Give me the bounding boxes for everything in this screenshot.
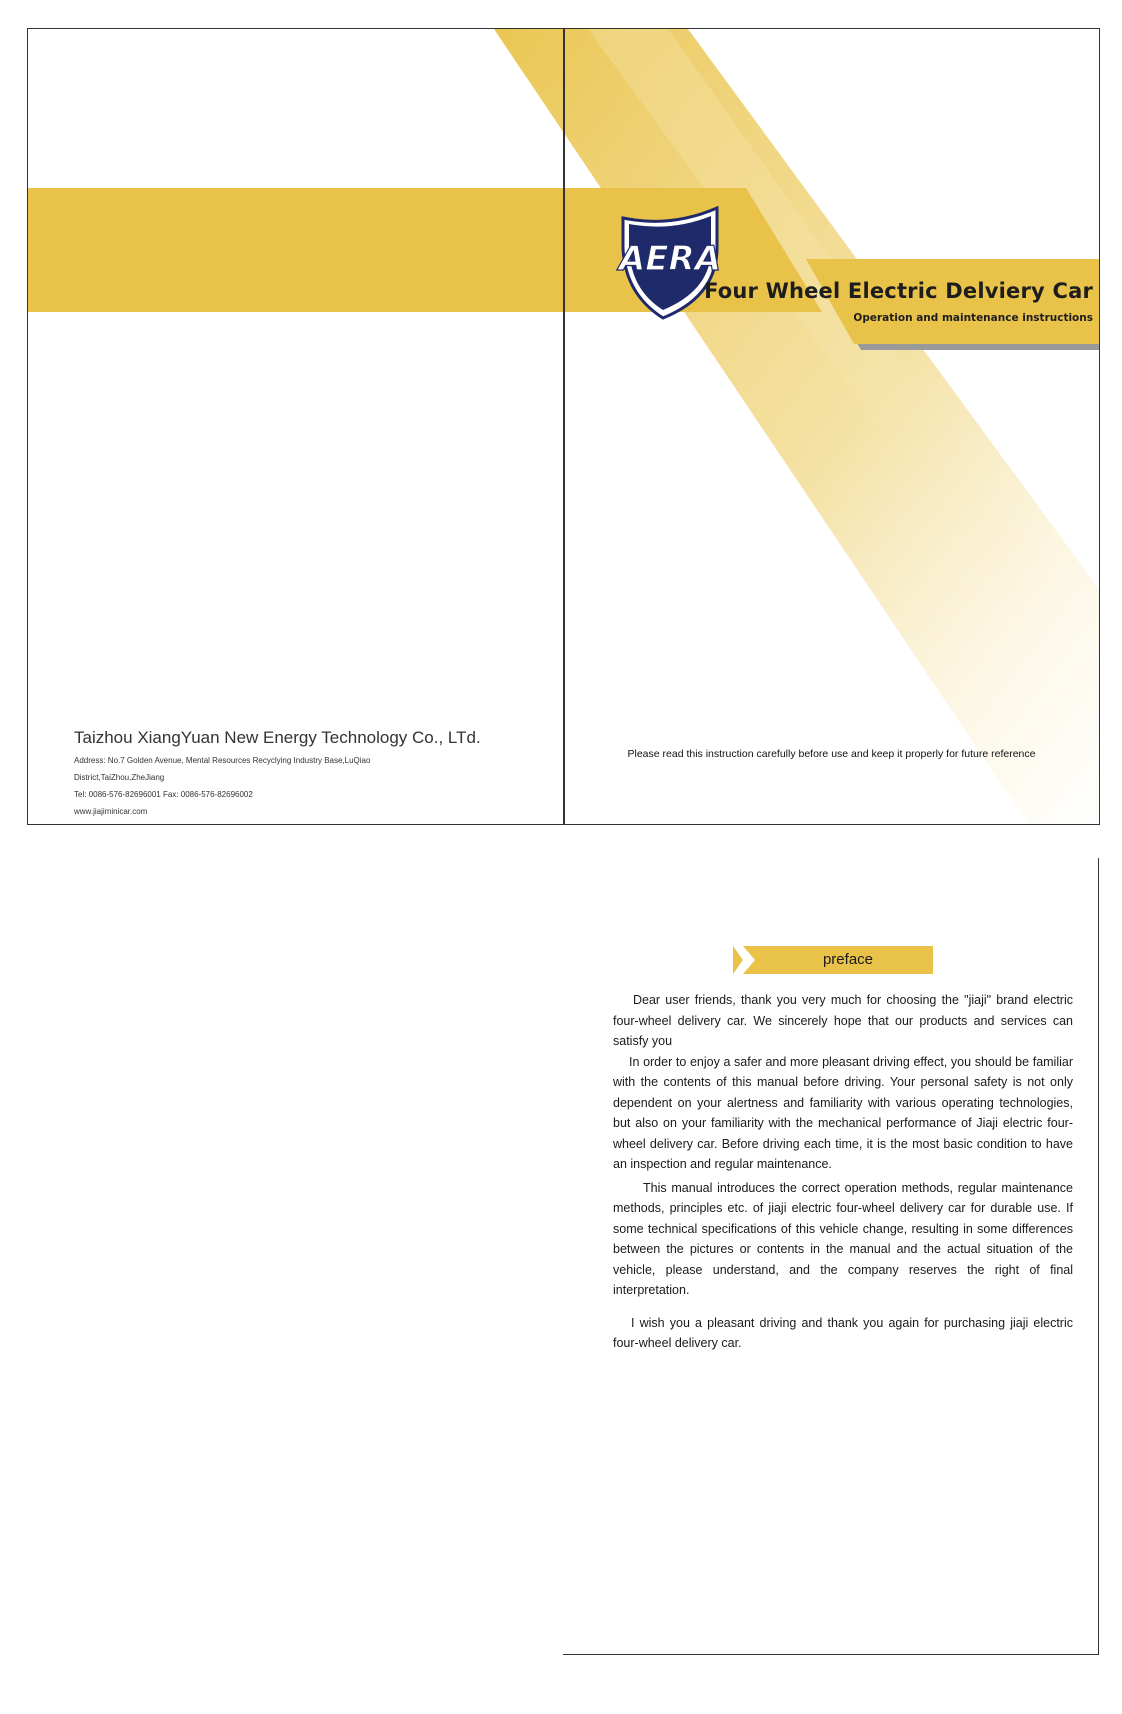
cover-spread — [27, 28, 1100, 825]
logo-text: AERA — [618, 239, 722, 279]
preface-title: preface — [822, 951, 874, 968]
read-instruction-note: Please read this instruction carefully before use and keep it properly for future reference — [627, 748, 1036, 760]
company-website: www.jiajiminicar.com — [74, 807, 148, 816]
company-contact: Tel: 0086-576-82696001 Fax: 0086-576-82696002 — [74, 790, 253, 799]
preface-body — [613, 990, 1073, 1354]
company-address-line2: District,TaiZhou,ZheJiang — [74, 773, 165, 782]
company-address-line1: Address: No.7 Golden Avenue, Mental Resources Recyclying Industry Base,LuQiao — [74, 756, 371, 765]
preface-paragraph-2: In order to enjoy a safer and more pleasant driving effect, you should be familiar with the contents of this manual before driving. Your personal safety is not only dependent on your alertness and familiarity with various operating technologies, but also on your familiarity with the mechanical performance of Jiaji electric four-wheel delivery car. Before driving each time, it is the most basic condition to have an inspection and regular maintenance. — [613, 1054, 1073, 1171]
preface-paragraph-3: This manual introduces the correct operation methods, regular maintenance methods, principles etc. of jiaji electric four-wheel delivery car for durable use. If some technical specifications of this vehicle change, resulting in some differences between the pictures or contents in the manual and the actual situation of the vehicle, please understand, and the company reserves the right of final interpretation. — [613, 1180, 1073, 1297]
preface-heading-badge — [733, 946, 933, 974]
preface-page — [563, 858, 1099, 1655]
diagonal-band — [494, 29, 1099, 824]
preface-paragraph-4: I wish you a pleasant driving and thank you again for purchasing jiaji electric four-wheel delivery car. — [613, 1315, 1073, 1350]
company-info — [74, 727, 481, 820]
product-subtitle: Operation and maintenance instructions — [853, 312, 1093, 324]
preface-paragraph-1: Dear user friends, thank you very much for choosing the "jiaji" brand electric four-wheel delivery car. We sincerely hope that our products and services can satisfy you — [613, 993, 1073, 1048]
aera-logo — [613, 204, 728, 324]
chevron-right-icon — [733, 946, 755, 974]
spine-divider — [563, 29, 565, 824]
product-title: Four Wheel Electric Delviery Car — [704, 279, 1093, 303]
company-name: Taizhou XiangYuan New Energy Technology Co., LTd. — [74, 728, 481, 747]
